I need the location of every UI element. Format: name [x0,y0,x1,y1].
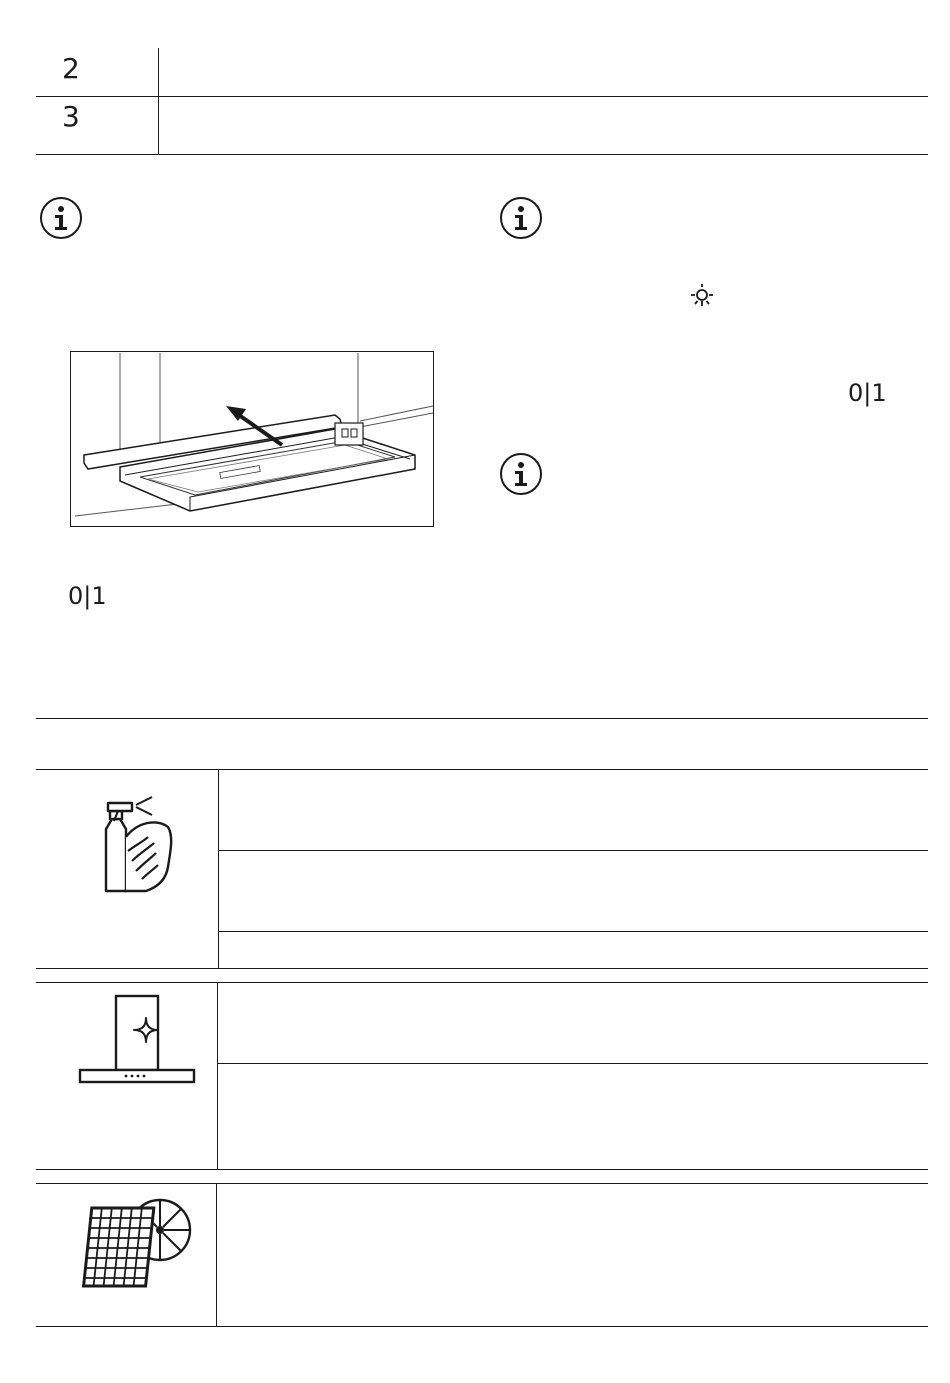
info-icon [499,196,543,240]
cleaning-row-separator [218,850,928,851]
top-table-bottom-border [36,154,928,155]
hood-drawer-illustration [70,351,434,527]
top-table-divider [158,48,159,154]
cleaning-table-divider [218,769,219,968]
info-icon [39,196,83,240]
hood-table-divider [217,982,218,1169]
filter-table-divider [216,1183,217,1326]
grease-and-carbon-filter-icon [80,1192,192,1290]
cleaning-table-top [36,769,928,770]
onoff-symbol: 0|1 [68,582,107,610]
cooker-hood-icon [78,994,196,1084]
hood-row-separator [217,1063,928,1064]
hood-table-bottom [36,1169,928,1170]
onoff-symbol: 0|1 [848,379,887,407]
row-number-3: 3 [62,100,80,133]
filter-table-top [36,1183,928,1184]
info-icon [499,452,543,496]
top-table-row-separator [36,96,928,97]
spray-and-cloth-icon [98,791,176,895]
section-divider [36,718,928,719]
filter-table-bottom [36,1326,928,1327]
cleaning-table-bottom [36,968,928,969]
row-number-2: 2 [62,52,80,85]
light-bulb-icon [689,283,715,309]
cleaning-row-separator [218,931,928,932]
hood-table-top [36,982,928,983]
